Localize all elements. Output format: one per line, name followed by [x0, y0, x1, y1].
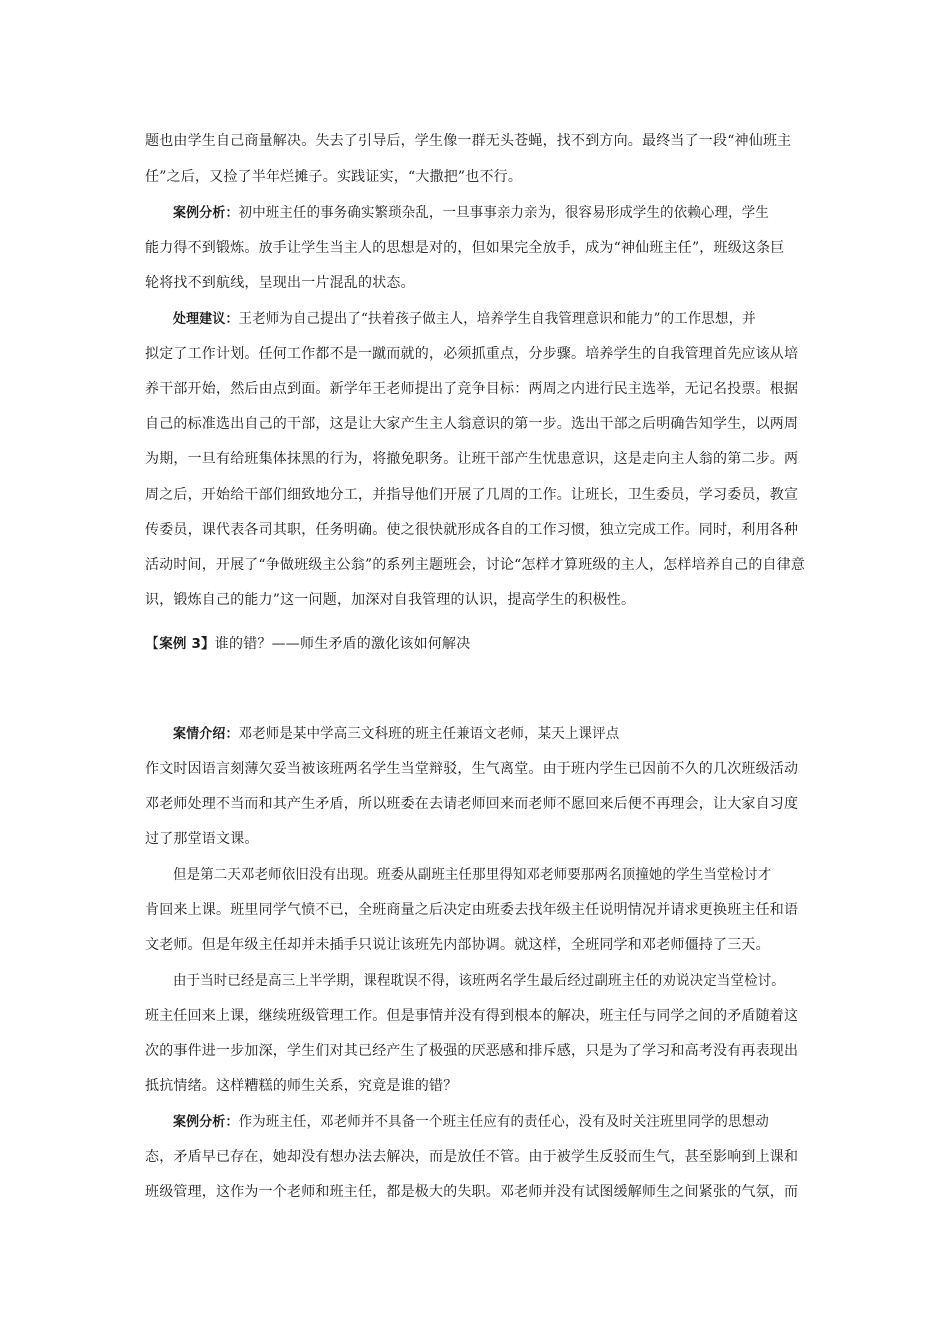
case-number: 案例 3】	[159, 636, 215, 652]
intro-paragraph-first-line	[173, 724, 805, 744]
text-line: 邓老师处理不当而和其产生矛盾，所以班委在去请老师回来而老师不愿回来后便不再理会，让大家自习度	[145, 796, 799, 812]
advice-paragraph-first-line	[173, 309, 805, 329]
text-line: 为期，一旦有给班集体抹黑的行为，将撤免职务。让班干部产生忧患意识，这是走向主人翁的第二步。两	[145, 451, 799, 467]
text-line: 周之后，开始给干部们细致地分工，并指导他们开展了几周的工作。让班长，卫生委员，学习委员，教宣	[145, 487, 799, 503]
text-line: 班主任回来上课，继续班级管理工作。但是事情并没有得到根本的解决，班主任与同学之间的矛盾随着这	[145, 1008, 799, 1024]
analysis-paragraph-first-line	[173, 1112, 805, 1132]
text-line: 识，锻炼自己的能力”这一问题，加深对自我管理的认识，提高学生的积极性。	[145, 592, 636, 608]
text-line: 题也由学生自己商量解决。失去了引导后，学生像一群无头苍蝇，找不到方向。最终当了一段“神仙班主	[145, 133, 792, 149]
text-line: 能力得不到锻炼。放手让学生当主人的思想是对的，但如果完全放手，成为“神仙班主任”，班级这条巨	[145, 240, 785, 256]
text-line: 但是第二天邓老师依旧没有出现。班委从副班主任那里得知邓老师要那两名顶撞她的学生当堂检讨才	[173, 867, 772, 883]
analysis-paragraph-first-line	[173, 203, 805, 223]
intro-label: 案情介绍：	[173, 726, 239, 742]
analysis-label: 案例分析：	[173, 1114, 239, 1130]
analysis-text: 初中班主任的事务确实繁琐杂乱，一旦事事亲力亲为，很容易形成学生的依赖心理，学生	[238, 205, 769, 221]
case-title: 谁的错？——师生矛盾的激化该如何解决	[214, 636, 471, 652]
intro-text: 邓老师是某中学高三文科班的班主任兼语文老师，某天上课评点	[238, 726, 620, 742]
case-heading	[145, 634, 805, 654]
advice-text: 王老师为自己提出了“扶着孩子做主人，培养学生自我管理意识和能力”的工作思想，并	[238, 311, 756, 327]
text-line: 轮将找不到航线，呈现出一片混乱的状态。	[145, 275, 415, 291]
analysis-text: 作为班主任，邓老师并不具备一个班主任应有的责任心，没有及时关注班里同学的思想动	[238, 1114, 769, 1130]
text-line: 班级管理，这作为一个老师和班主任，都是极大的失职。邓老师并没有试图缓解师生之间紧张的气氛，而	[145, 1184, 799, 1200]
text-line: 任”之后，又捡了半年烂摊子。实践证实，“大撒把”也不行。	[145, 169, 523, 185]
text-line: 由于当时已经是高三上半学期，课程耽误不得，该班两名学生最后经过副班主任的劝说决定当堂检讨。	[173, 973, 785, 989]
advice-label: 处理建议：	[173, 311, 239, 327]
text-line: 文老师。但是年级主任却并未插手只说让该班先内部协调。就这样，全班同学和邓老师僵持了三天。	[145, 937, 770, 953]
text-line: 肯回来上课。班里同学气愤不已，全班商量之后决定由班委去找年级主任说明情况并请求更换班主任和语	[145, 902, 799, 918]
text-line: 抵抗情绪。这样糟糕的师生关系，究竟是谁的错？	[145, 1078, 458, 1094]
text-line: 养干部开始，然后由点到面。新学年王老师提出了竞争目标：两周之内进行民主选举，无记名投票。根据	[145, 381, 799, 397]
text-line: 作文时因语言刻薄欠妥当被该班两名学生当堂辩驳，生气离堂。由于班内学生已因前不久的几次班级活动	[145, 761, 799, 777]
text-line: 活动时间，开展了“争做班级主公翁”的系列主题班会，讨论“怎样才算班级的主人，怎样培养自己的自律意	[145, 557, 806, 573]
text-line: 自己的标准选出自己的干部，这是让大家产生主人翁意识的第一步。选出干部之后明确告知学生，以两周	[145, 416, 799, 432]
text-line: 过了那堂语文课。	[145, 831, 259, 847]
case-bracket: 【	[145, 636, 160, 652]
analysis-label: 案例分析：	[173, 205, 239, 221]
text-line: 传委员，课代表各司其职，任务明确。使之很快就形成各自的工作习惯，独立完成工作。同时，利用各种	[145, 522, 799, 538]
text-line: 拟定了工作计划。任何工作都不是一蹴而就的，必须抓重点，分步骤。培养学生的自我管理首先应该从培	[145, 346, 799, 362]
text-line: 次的事件进一步加深，学生们对其已经产生了极强的厌恶感和排斥感，只是为了学习和高考没有再表现出	[145, 1043, 799, 1059]
text-line: 态，矛盾早已存在，她却没有想办法去解决，而是放任不管。由于被学生反驳而生气，甚至影响到上课和	[145, 1149, 799, 1165]
